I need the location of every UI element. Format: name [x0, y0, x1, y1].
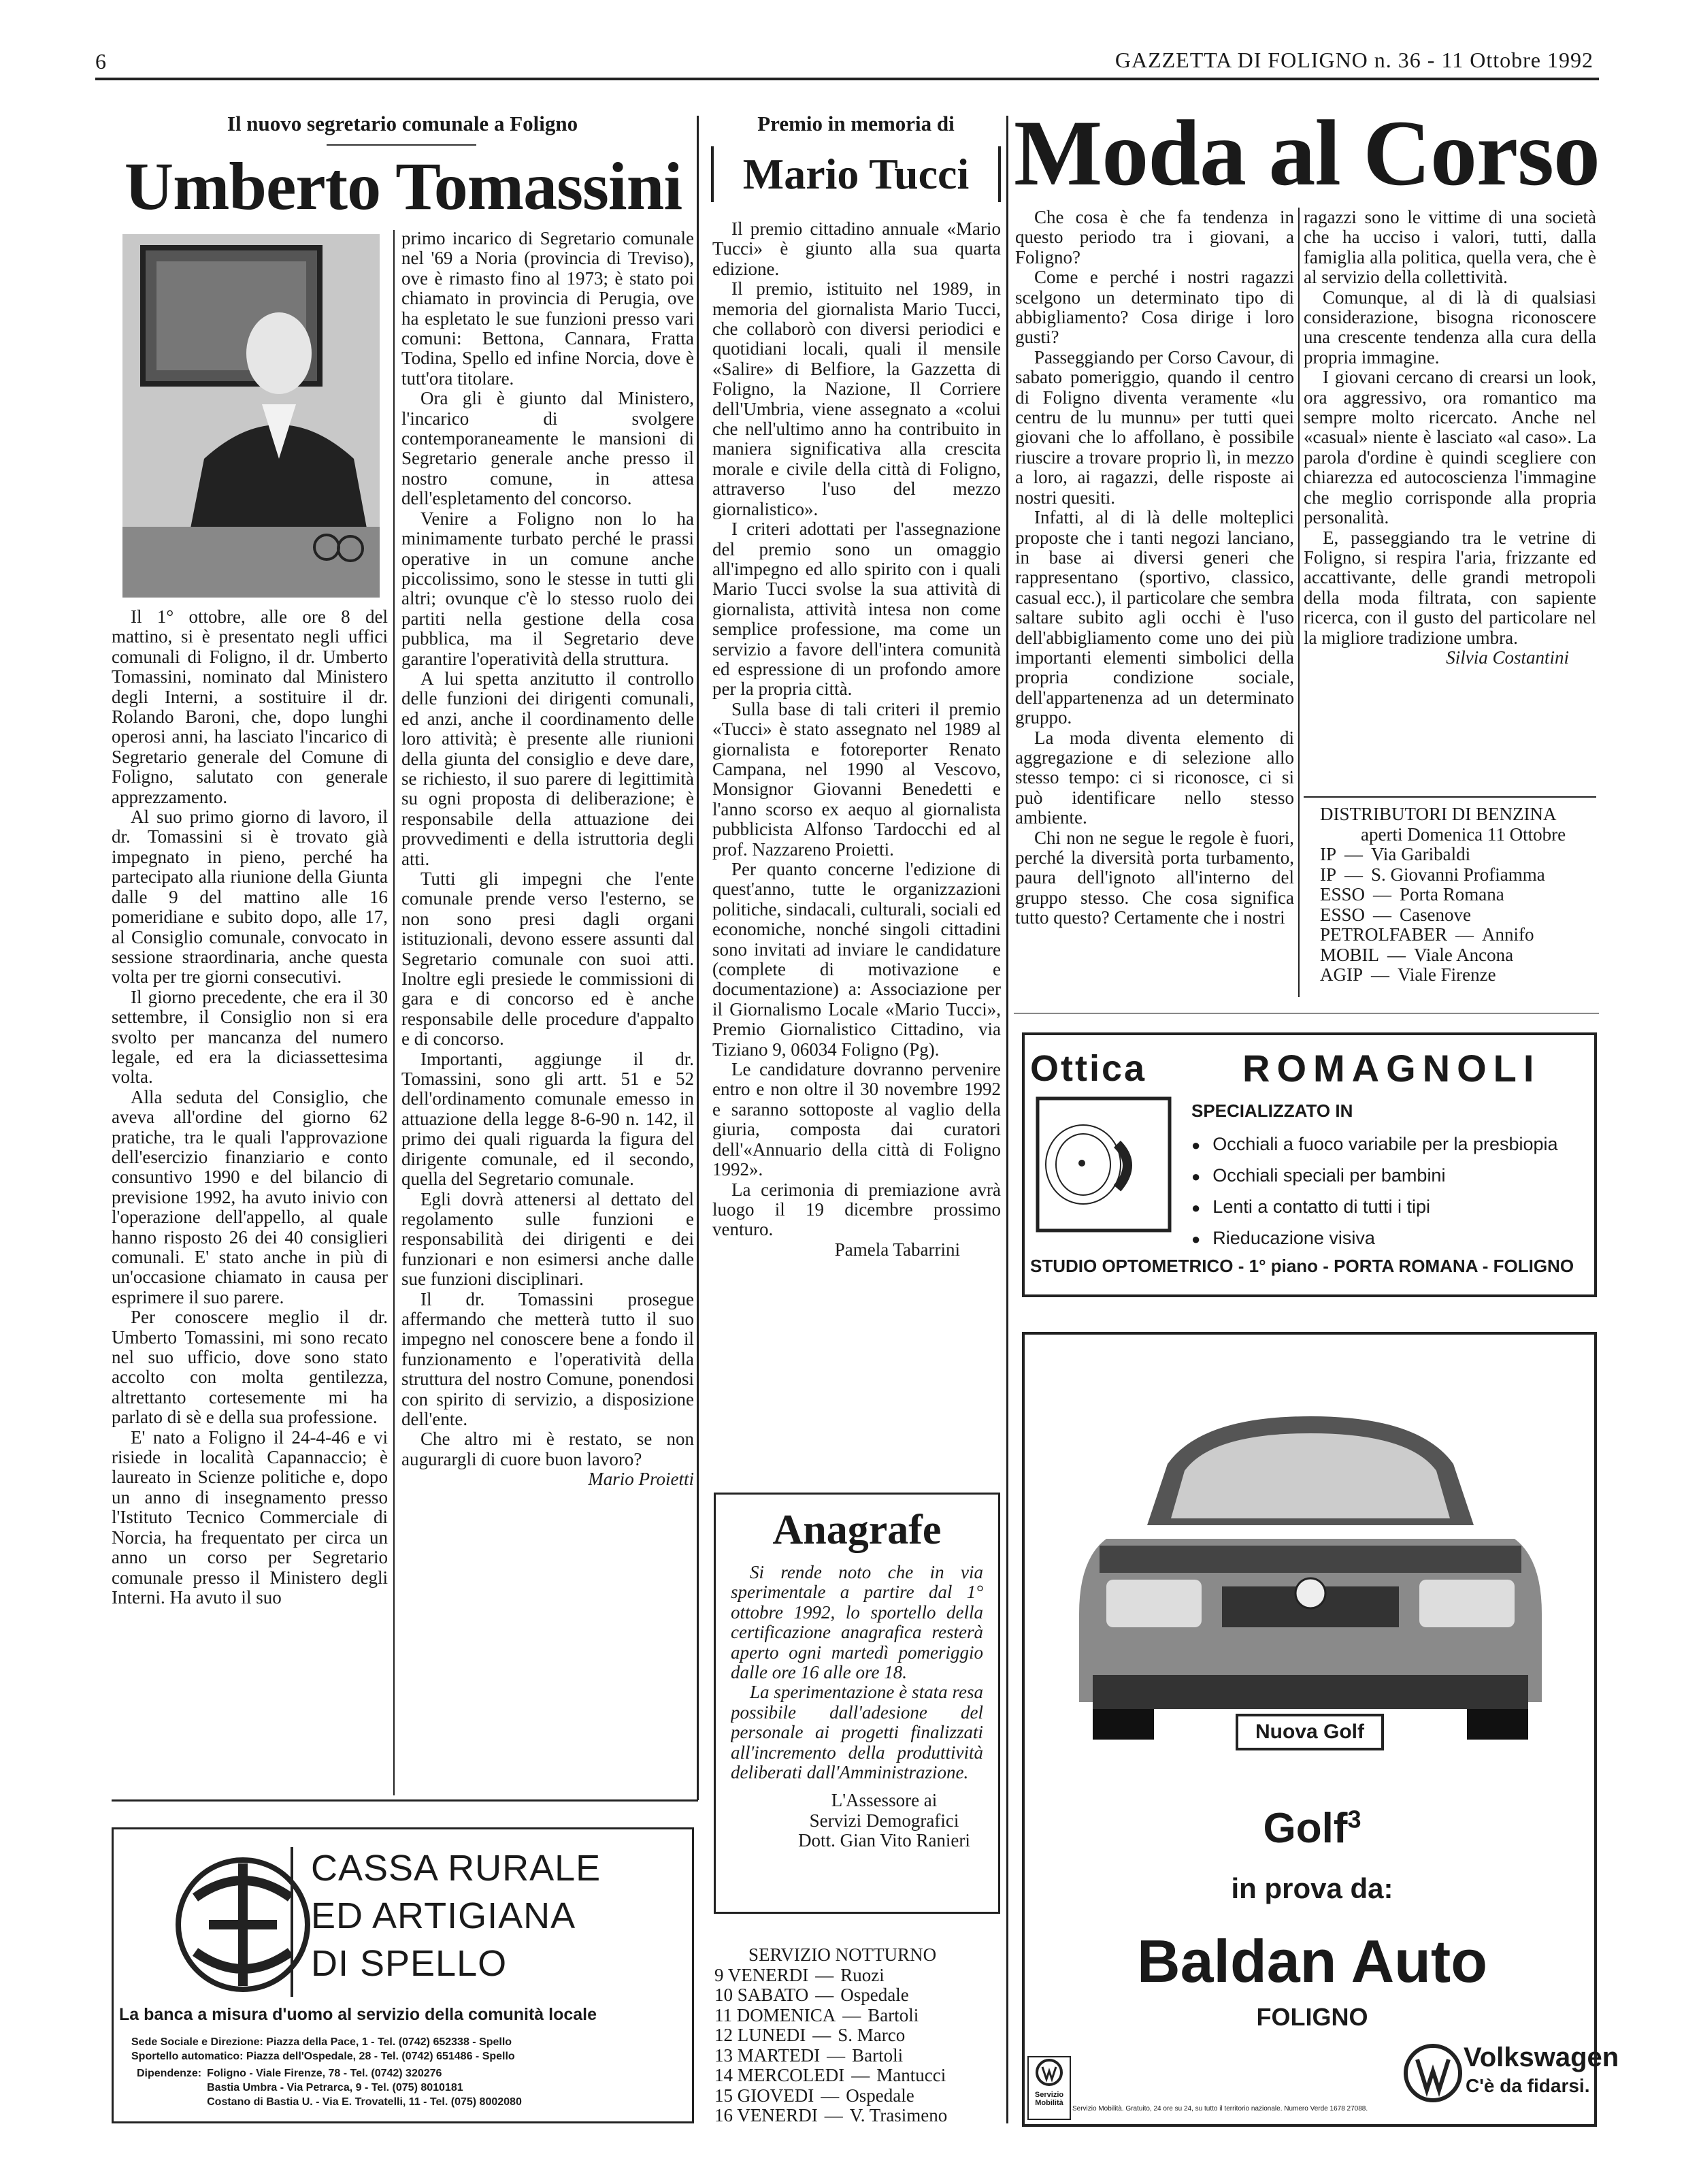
paragraph: Venire a Foligno non lo ha minimamente turbato perché le prassi operative in un comune anche piccolissimo, sono le stesse in tutti gli altri; ovunque c'è lo stesso ruolo dei partiti nella gestione della cosa pubblica, ma il Segretario deve garantire l'operatività della struttura. — [401, 508, 694, 669]
paragraph: Infatti, al di là delle molteplici proposte che i tanti negozi lanciano, in base ai diversi generi che rappresentano (sportivo, classico, casual ecc.), il particolare che sembra saltare subito agli occhi è l'uso dell'abbigliamento come uno dei più importanti elementi simbolici della propria condizione sociale, dell'appartenenza ad un determinato gruppo. — [1015, 507, 1294, 728]
fuel-station-row — [1320, 925, 1599, 945]
paragraph: A lui spetta anzitutto il controllo delle funzioni dei dirigenti comunali, ed anzi, anche il coordinamento delle loro attività; è presente alle riunioni della giunta del consiglio e deve dare, se richiesto, il suo parere di legittimità su ogni proposta di deliberazione; è responsabile della attuazione dei provvedimenti e della istruttoria degli atti. — [401, 668, 694, 869]
bank-name-line: DI SPELLO — [311, 1943, 508, 1984]
day: 11 DOMENICA — [714, 2004, 836, 2025]
pharmacy: S. Marco — [838, 2025, 906, 2045]
address-line: Sede Sociale e Direzione: Piazza della Pace, 1 - Tel. (0742) 652338 - Spello — [131, 2036, 512, 2048]
servizio-mobilita-logo: Servizio Mobilità — [1027, 2056, 1071, 2120]
service-item: ● Occhiali speciali per bambini — [1191, 1160, 1558, 1192]
branch-line: Bastia Umbra - Via Petrarca, 9 - Tel. (075) 8010181 — [207, 2082, 463, 2093]
paragraph: Come e perché i nostri ragazzi scelgono un determinato tipo di abbigliamento? Cosa dirige i loro gusti? — [1015, 267, 1294, 348]
paragraph: Che cosa è che fa tendenza in questo periodo tra i giovani, a Foligno? — [1015, 208, 1294, 267]
dash: — — [815, 1985, 834, 2005]
paragraph: Che altro mi è restato, se non augurargli di cuore buon lavoro? — [401, 1429, 694, 1469]
day: 15 GIOVEDI — [714, 2085, 814, 2106]
location: Annifo — [1482, 924, 1534, 945]
dash: — — [1455, 924, 1474, 945]
tomassini-col2 — [401, 229, 694, 1798]
paragraph: primo incarico di Segretario comunale nel '69 a Noria (provincia di Treviso), ove è rimasto fino al 1973; è stato poi chiamato in provincia di Perugia, ove ha espletato le sue funzioni presso vari comuni: Bettona, Cannara, Fratta Todina, Spello ed infine Norcia, dove è tutt'ora titolare. — [401, 229, 694, 389]
headline: Umberto Tomassini — [124, 148, 682, 224]
location: Viale Firenze — [1398, 964, 1496, 985]
day: 16 VENERDI — [714, 2105, 818, 2125]
services-list — [1191, 1129, 1558, 1254]
day: 13 MARTEDI — [714, 2044, 821, 2066]
author-byline: Pamela Tabarrini — [834, 1239, 960, 1260]
dash: — — [1373, 904, 1392, 925]
brand: ESSO — [1320, 904, 1366, 925]
kicker: Premio in memoria di — [757, 112, 955, 135]
paragraph: E' nato a Foligno il 24-4-46 e vi risiede in località Capannaccio; è laureato in Scienze politiche e, dopo un anno di insegnamento presso l'Istituto Tecnico Commerciale di Norcia, ha frequentato per circa un anno un corso per Segretario comunale presso il Ministero degli Interni. Ha avuto il suo — [112, 1427, 388, 1608]
paragraph: I giovani cercano di crearsi un look, ora aggressivo, ora romantico ma sempre molto ricercato. Anche nel «casual» niente è lasciato «al caso». La parola d'ordine è quindi scegliere con chiarezza ed autocoscienza l'immagine che meglio corrisponde alla propria personalità. — [1304, 367, 1596, 528]
headline: Mario Tucci — [742, 150, 970, 198]
paragraph: I criteri adottati per l'assegnazione del premio sono un omaggio all'impegno ed allo spirito con i quali Mario Tucci svolse la sua attività di giornalista, attività intesa non come semplice professione, ma come un servizio a favore dell'intera comunità ed espressione di un profondo amore per la propria città. — [712, 519, 1001, 700]
dash: — — [1344, 844, 1364, 864]
paragraph: Il giorno precedente, che era il 30 settembre, il Consiglio non si era svolto per mancanza del numero legale, ed era la diciassettesima volta. — [112, 986, 388, 1088]
dash: — — [812, 2025, 831, 2045]
ad-ottica-romagnoli — [1022, 1032, 1597, 1297]
bank-name — [311, 1844, 601, 1987]
vw-logo-icon — [1034, 2057, 1064, 2087]
paragraph: Comunque, al di là di qualsiasi considerazione, bisogna riconoscere una crescente tendenza alla cura della propria immagine. — [1304, 287, 1596, 368]
paragraph: Chi non ne segue le regole è fuori, perché la diversità porta turbamento, paura dell'ignoto all'interno del gruppo stesso. Che cosa significa tutto questo? Certamente che i nostri — [1015, 827, 1294, 928]
fuel-station-row — [1320, 845, 1599, 865]
night-service-row — [714, 1985, 1000, 2006]
dealer-name: Baldan Auto — [1137, 1927, 1487, 1995]
bank-name-line: ED ARTIGIANA — [311, 1895, 576, 1936]
brand: ESSO — [1320, 884, 1366, 904]
day: 12 LUNEDI — [714, 2025, 806, 2045]
paragraph: Il 1° ottobre, alle ore 8 del mattino, si è presentato negli uffici comunali di Foligno, il dr. Umberto Tomassini, nominato dal Ministero degli Interni, a sostituire il dr. Rolando Baroni, che, dopo lunghi operosi anni, ha lasciato l'incarico di Segretario generale del Comune di Foligno, salutato con generale apprezzamento. — [112, 607, 388, 807]
section-rule — [1304, 796, 1596, 798]
ottica-brand: Ottica — [1030, 1048, 1147, 1089]
kicker: Il nuovo segretario comunale a Foligno — [227, 112, 578, 135]
anagrafe-title: Anagrafe — [772, 1507, 942, 1553]
paragraph: Sulla base di tali criteri il premio «Tucci» è stato assegnato nel 1989 al giornalista e fotoreporter Renato Campana, nel 1990 al Vescovo, Monsignor Giovanni Benedetti e l'anno scorso ex aequo al giornalista pubblicista Alfonso Tardocchi ed al prof. Nazzareno Proietti. — [712, 698, 1001, 860]
distributori-subtitle: aperti Domenica 11 Ottobre — [1361, 824, 1566, 845]
night-service-row — [714, 2025, 1000, 2046]
header-rule — [95, 78, 1599, 80]
headline-box — [711, 146, 1001, 202]
dash: — — [851, 2065, 870, 2085]
model-generation: 3 — [1347, 1805, 1361, 1833]
night-service-row — [714, 2066, 1000, 2086]
moda-colA — [1015, 208, 1294, 1000]
day: 10 SABATO — [714, 1985, 809, 2005]
dash: — — [821, 2085, 840, 2106]
section-rule — [112, 1799, 698, 1802]
service-text: Servizio Mobilità. Gratuito, 24 ore su 24, su tutto il territorio nazionale. Numero Verde 1678 27088. — [1072, 2105, 1368, 2113]
column-rule — [393, 230, 395, 1795]
fuel-station-row — [1320, 965, 1599, 985]
signature-line: Dott. Gian Vito Ranieri — [798, 1830, 970, 1851]
night-service-row — [714, 2106, 1000, 2126]
distributori — [1320, 804, 1599, 985]
dash: — — [1371, 964, 1390, 985]
column-rule — [1298, 208, 1300, 997]
paragraph: Per conoscere meglio il dr. Umberto Tomassini, mi sono recato nel suo ufficio, dove sono stato accolto con molta gentilezza, altrettanto cortesemente mi ha parlato di sè e della sua professione. — [112, 1307, 388, 1428]
distributori-title: DISTRIBUTORI DI BENZINA — [1320, 804, 1557, 824]
brand: AGIP — [1320, 964, 1364, 985]
service-item: ● Rieducazione visiva — [1191, 1223, 1558, 1254]
pharmacy: Ruozi — [840, 1964, 885, 1985]
pharmacy: Bartoli — [852, 2044, 904, 2066]
vw-brand: Volkswagen — [1464, 2042, 1619, 2072]
branches-label: Dipendenze: — [137, 2068, 202, 2079]
bank-tagline: La banca a misura d'uomo al servizio della comunità locale — [119, 2005, 597, 2024]
brand: IP — [1320, 844, 1337, 864]
column-rule — [697, 116, 699, 1800]
branch-line: Foligno - Viale Firenze, 78 - Tel. (0742) 320276 — [207, 2068, 442, 2079]
location: Casenove — [1400, 904, 1471, 925]
brand: MOBIL — [1320, 944, 1379, 965]
anagrafe-box — [714, 1493, 1000, 1914]
night-service-row — [714, 2086, 1000, 2106]
license-plate: Nuova Golf — [1236, 1714, 1384, 1750]
paragraph: Al suo primo giorno di lavoro, il dr. Tomassini si è trovato già impegnato in pieno, perché ha partecipato alla riunione della Giunta dalle 9 del mattino alle 16 pomeridiane e subito dopo, alle 17, al Consiglio comunale, convocato in sessione straordinaria, anche questa volta per tre giorni consecutivi. — [112, 806, 388, 988]
branch-line: Costano di Bastia U. - Via E. Trovatelli, 11 - Tel. (075) 8002080 — [207, 2096, 522, 2108]
tucci-text — [712, 219, 1001, 1492]
golf-car-illustration — [1066, 1389, 1555, 1743]
dash: — — [842, 2004, 861, 2025]
night-service-row — [714, 2046, 1000, 2066]
dash: — — [827, 2044, 846, 2066]
paragraph: Ora gli è giunto dal Ministero, l'incarico di svolgere contemporaneamente le mansioni di Segretario generale anche presso il nostro comune, in attesa dell'espletamento del concorso. — [401, 388, 694, 509]
signature-line: Servizi Demografici — [809, 1810, 959, 1831]
pharmacy: Bartoli — [868, 2004, 919, 2025]
brand: PETROLFABER — [1320, 924, 1448, 945]
day: 14 MERCOLEDI — [714, 2065, 845, 2085]
romagnoli-brand: ROMAGNOLI — [1242, 1047, 1541, 1090]
logo-divider — [291, 1847, 293, 1997]
column-rule — [1006, 116, 1008, 2123]
golf-model — [1025, 1804, 1600, 1853]
portrait-illustration — [122, 234, 380, 598]
service-item: ● Occhiali a fuoco variabile per la presbiopia — [1191, 1129, 1558, 1160]
page-number: 6 — [95, 49, 106, 74]
moda-colB — [1304, 208, 1596, 793]
paragraph: La sperimentazione è stata resa possibile dall'adesione del personale ai progetti finalizzati all'incremento della produttività deliberati dall'Amministrazione. — [731, 1682, 983, 1783]
location: S. Giovanni Profiamma — [1371, 864, 1545, 885]
location: Via Garibaldi — [1371, 844, 1471, 864]
dash: — — [1387, 944, 1406, 965]
portrait-photo — [122, 234, 380, 598]
headline: Moda al Corso — [1014, 101, 1600, 205]
location: Porta Romana — [1400, 884, 1504, 904]
night-service-row — [714, 2006, 1000, 2026]
anagrafe-signature — [731, 1791, 983, 1851]
lens-logo — [1036, 1096, 1172, 1233]
paragraph: Passeggiando per Corso Cavour, di sabato pomeriggio, quando il centro di Foligno diventa veramente «lu centru de lu munnu» per tutti quei giovani che lo affollano, è possibile riuscire a trovare proprio lì, in mezzo a loro, ai ragazzi, delle risposte ai nostri quesiti. — [1015, 346, 1294, 508]
author-byline: Silvia Costantini — [1446, 647, 1569, 668]
paragraph: Il premio cittadino annuale «Mario Tucci» è giunto alla sua quarta edizione. — [712, 219, 1001, 279]
paragraph: E, passeggiando tra le vetrine di Foligno, si respira l'aria, frizzante ed accattivante, delle grandi metropoli della moda filtrata, con sapiente ricerca, con il gusto del particolare nel la migliore tradizione umbra. — [1304, 527, 1596, 648]
pharmacy: Mantucci — [876, 2065, 946, 2085]
paragraph: Si rende noto che in via sperimentale a partire dal 1° ottobre 1992, lo sportello della certificazione anagrafica resterà aperto ogni martedì pomeriggio dalle ore 16 alle ore 18. — [731, 1563, 983, 1683]
pharmacy: Ospedale — [846, 2085, 914, 2106]
bank-addresses — [131, 2035, 522, 2109]
dealer-city: FOLIGNO — [1256, 2003, 1368, 2031]
in-prova-label: in prova da: — [1231, 1872, 1393, 1904]
dash: — — [1344, 864, 1364, 885]
masthead: GAZZETTA DI FOLIGNO n. 36 - 11 Ottobre 1992 — [1114, 48, 1593, 72]
location: Viale Ancona — [1414, 944, 1514, 965]
service-item: ● Lenti a contatto di tutti i tipi — [1191, 1192, 1558, 1223]
paragraph: Il premio, istituito nel 1989, in memoria del giornalista Mario Tucci, che collaborò con diversi periodici e quotidiani locali, quali il mensile «Salire» di Belfiore, la Gazzetta di Foligno, la Nazione, Il Corriere dell'Umbria, viene assegnato a «colui che nell'ultimo anno ha contribuito in maniera significativa alla crescita morale e civile della città di Foligno, attraverso l'uso del mezzo giornalistico». — [712, 278, 1001, 519]
day: 9 VENERDI — [714, 1964, 809, 1985]
model-name: Golf — [1263, 1805, 1348, 1852]
address-line: Sportello automatico: Piazza dell'Ospedale, 28 - Tel. (0742) 651486 - Spello — [131, 2051, 515, 2062]
paragraph: ragazzi sono le vittime di una società che ha ucciso i valori, tutti, dalla famiglia alla politica, quella vera, che è al servizio della collettività. — [1304, 208, 1596, 288]
fuel-station-row — [1320, 885, 1599, 905]
paragraph: Egli dovrà attenersi al dettato del regolamento sulle funzioni e responsabilità dei dirigenti e dei funzionari e non esimersi anche dalle sue funzioni disciplinari. — [401, 1188, 694, 1290]
servizio-title: SERVIZIO NOTTURNO — [748, 1944, 937, 1965]
night-service-row — [714, 1966, 1000, 1986]
paragraph: La cerimonia di premiazione avrà luogo il 19 dicembre prossimo venturo. — [712, 1179, 1001, 1240]
ad-volkswagen-golf — [1022, 1332, 1619, 2127]
author-byline: Mario Proietti — [588, 1469, 694, 1490]
paragraph: Alla seduta del Consiglio, che aveva all'ordine del giorno 62 pratiche, tra le quali l'approvazione dell'esercizio finanziario e conto consuntivo 1990 e del bilancio di previsione 1992, ha avuto inivio con l'operazione dell'appello, al quale hanno risposto 26 dei 40 consiglieri comunali. E' stato anche in più di un'occasione chiamato in causa per esprimere il suo parere. — [112, 1086, 388, 1307]
specialized-label: SPECIALIZZATO IN — [1191, 1101, 1353, 1121]
dash: — — [1373, 884, 1392, 904]
servizio-notturno — [714, 1945, 1000, 2126]
paragraph: Il dr. Tomassini prosegue affermando che metterà tutto il suo impegno nel conoscere bene a fondo il funzionamento e l'operatività della struttura del nostro Comune, ponendosi con spirito di servizio, a disposizione dell'ente. — [401, 1288, 694, 1429]
section-rule — [1014, 1013, 1599, 1014]
ad-cassa-rurale — [112, 1827, 694, 2123]
tomassini-col1 — [112, 607, 388, 1798]
brand: IP — [1320, 864, 1337, 885]
pharmacy: Ospedale — [840, 1985, 909, 2005]
vw-slogan: C'è da fidarsi. — [1466, 2075, 1590, 2096]
fuel-station-row — [1320, 865, 1599, 885]
paragraph: Le candidature dovranno pervenire entro e non oltre il 30 novembre 1992 e saranno sottoposte al vaglio della giuria, composta dai curatori dell'«Annuario della città di Foligno 1992». — [712, 1059, 1001, 1180]
vw-logo-icon — [1402, 2042, 1464, 2104]
bank-name-line: CASSA RURALE — [311, 1848, 601, 1889]
dash: — — [824, 2105, 843, 2125]
paragraph: La moda diventa elemento di aggregazione e di selezione allo stesso tempo: ci si riconosce, ci si può identificare nello stesso ambiente. — [1015, 727, 1294, 828]
fuel-station-row — [1320, 945, 1599, 966]
pharmacy: V. Trasimeno — [849, 2105, 948, 2125]
dash: — — [815, 1964, 834, 1985]
paragraph: Importanti, aggiunge il dr. Tomassini, sono gli artt. 51 e 52 dell'ordinamento comunale emesso in attuazione della legge 8-6-90 n. 142, il primo dei quali riguarda la figura del dirigente comunale, ed il secondo, quella del Segretario comunale. — [401, 1048, 694, 1190]
ottica-footer: STUDIO OPTOMETRICO - 1° piano - PORTA ROMANA - FOLIGNO — [1030, 1256, 1574, 1276]
signature-line: L'Assessore ai — [831, 1790, 938, 1811]
paragraph: Tutti gli impegni che l'ente comunale prende verso l'esterno, se non sono presi dagli organi istituzionali, devono essere assunti dal Segretario comunale con suoi atti. Inoltre egli presiede le commissioni di gara e di concorso ed è anche responsabile delle procedure d'appalto e di concorso. — [401, 868, 694, 1049]
fuel-station-row — [1320, 905, 1599, 926]
paragraph: Per quanto concerne l'edizione di quest'anno, tutte le organizzazioni politiche, sindacali, culturali, sociali ed economiche, nonché singoli cittadini sono invitati ad inviare le candidature (complete di motivazione e documentazione) a: Associazione per il Giornalismo Locale «Mario Tucci», Premio Giornalistico Cittadino, via Tiziano 9, 06034 Foligno (Pg). — [712, 859, 1001, 1060]
